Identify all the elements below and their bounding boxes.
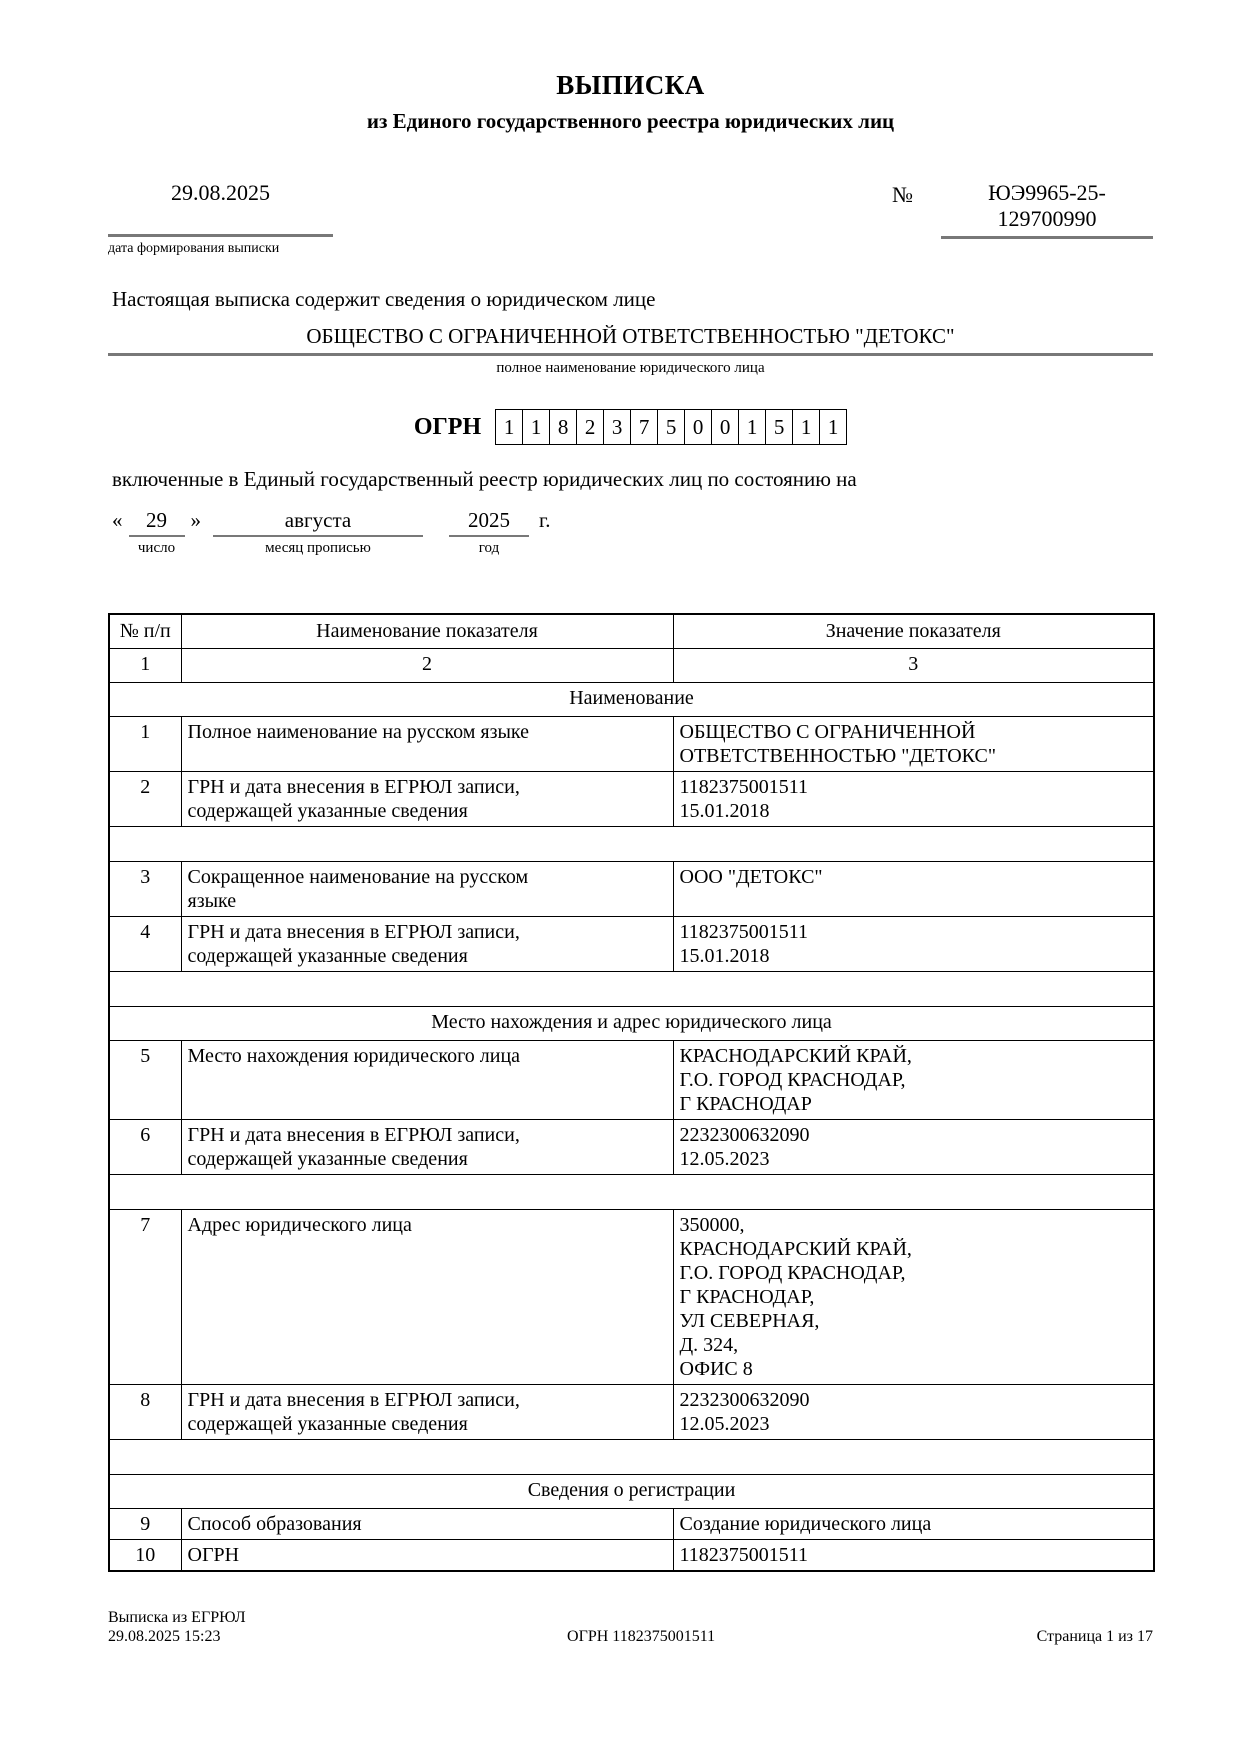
indicator-value-line: КРАСНОДАРСКИЙ КРАЙ,	[679, 1044, 912, 1067]
company-name-underline	[108, 324, 1153, 356]
table-row	[109, 1040, 1154, 1119]
as-of-month-block	[213, 508, 423, 557]
indicator-name-cell	[181, 861, 673, 916]
document-number	[941, 180, 1153, 239]
footer-ogrn: ОГРН 1182375001511	[567, 1627, 716, 1645]
table-row	[109, 1119, 1154, 1174]
indicator-value-line: Г.О. ГОРОД КРАСНОДАР,	[679, 1261, 906, 1284]
indicator-value-line: УЛ СЕВЕРНАЯ,	[679, 1309, 820, 1332]
indicator-name-cell	[181, 1040, 673, 1119]
indicator-name-cell	[181, 916, 673, 971]
table-row	[109, 1508, 1154, 1539]
section-header-row	[109, 1006, 1154, 1040]
indicator-value-line: Создание юридического лица	[679, 1512, 932, 1535]
indicator-value-line: ОФИС 8	[679, 1357, 753, 1380]
ogrn-digit-cell: 5	[657, 409, 685, 445]
indicator-name-cell	[181, 716, 673, 771]
document-title: ВЫПИСКА	[556, 70, 705, 100]
row-number: 7	[109, 1209, 181, 1384]
section-header-row	[109, 1474, 1154, 1508]
column-number: 1	[109, 648, 181, 682]
indicator-name-line: содержащей указанные сведения	[187, 944, 468, 967]
indicator-value-cell	[673, 1508, 1154, 1539]
ogrn-digit-cell: 3	[603, 409, 631, 445]
year-suffix: г.	[539, 508, 551, 532]
indicator-value-line: ООО "ДЕТОКС"	[679, 865, 823, 888]
table-row	[109, 716, 1154, 771]
indicator-value-line: 350000,	[679, 1213, 745, 1236]
ogrn-digit-cell: 0	[711, 409, 739, 445]
month-label: месяц прописью	[265, 540, 371, 556]
day-label: число	[137, 540, 176, 556]
indicator-value-cell	[673, 1384, 1154, 1439]
section-title: Наименование	[109, 682, 1154, 716]
row-number: 10	[109, 1539, 181, 1571]
numero-sign: №	[892, 182, 913, 207]
header-indicator-value: Значение показателя	[673, 614, 1154, 648]
indicator-name-cell	[181, 771, 673, 826]
ogrn-digit-cell: 7	[630, 409, 658, 445]
indicator-name-line: ГРН и дата внесения в ЕГРЮЛ записи,	[187, 920, 520, 943]
indicator-name-line: Способ образования	[187, 1512, 362, 1535]
indicator-value-line: 2232300632090	[679, 1123, 810, 1146]
indicator-name-cell	[181, 1384, 673, 1439]
ogrn-digit-cell: 0	[684, 409, 712, 445]
spacer-cell	[109, 971, 1154, 1006]
indicator-value-line: Г.О. ГОРОД КРАСНОДАР,	[679, 1068, 906, 1091]
spacer-cell	[109, 826, 1154, 861]
ogrn-digit-cell: 1	[522, 409, 550, 445]
column-number-row	[109, 648, 1154, 682]
spacer-row	[109, 826, 1154, 861]
indicator-value-line: Г КРАСНОДАР,	[679, 1285, 815, 1308]
header-num: № п/п	[109, 614, 181, 648]
indicator-value-line: ОБЩЕСТВО С ОГРАНИЧЕННОЙ	[679, 720, 976, 743]
section-title: Место нахождения и адрес юридического лица	[109, 1006, 1154, 1040]
indicator-value-cell	[673, 1209, 1154, 1384]
as-of-date-line	[108, 508, 1153, 557]
indicator-value-line: 1182375001511	[679, 920, 809, 943]
indicator-value-cell	[673, 1539, 1154, 1571]
indicator-value-line: ОТВЕТСТВЕННОСТЬЮ "ДЕТОКС"	[679, 744, 996, 767]
close-quote: »	[190, 508, 201, 532]
row-number: 9	[109, 1508, 181, 1539]
indicator-name-line: содержащей указанные сведения	[187, 799, 468, 822]
spacer-cell	[109, 1439, 1154, 1474]
indicator-name-line: Адрес юридического лица	[187, 1213, 412, 1236]
indicator-name-line: ГРН и дата внесения в ЕГРЮЛ записи,	[187, 1123, 520, 1146]
document-number-line2: 129700990	[997, 206, 1097, 231]
row-number: 8	[109, 1384, 181, 1439]
document-number-line1: ЮЭ9965-25-	[988, 180, 1106, 205]
table-row	[109, 1539, 1154, 1571]
table-row	[109, 1209, 1154, 1384]
indicator-value-cell	[673, 771, 1154, 826]
meta-row	[108, 180, 1153, 257]
indicator-name-line: ГРН и дата внесения в ЕГРЮЛ записи,	[187, 775, 520, 798]
document-subtitle: из Единого государственного реестра юридических лиц	[366, 109, 895, 133]
column-number: 2	[181, 648, 673, 682]
ogrn-digit-cell: 1	[819, 409, 847, 445]
indicator-value-cell	[673, 1040, 1154, 1119]
footer-timestamp: 29.08.2025 15:23	[108, 1627, 221, 1645]
included-text: включенные в Единый государственный реестр юридических лиц по состоянию на	[112, 467, 857, 491]
as-of-day: 29	[129, 508, 185, 537]
ogrn-digit-cell: 1	[792, 409, 820, 445]
indicator-name-line: содержащей указанные сведения	[187, 1147, 468, 1170]
document-number-block	[892, 180, 1153, 239]
indicator-name-line: Полное наименование на русском языке	[187, 720, 530, 743]
indicator-name-cell	[181, 1119, 673, 1174]
ogrn-digit-cell: 1	[738, 409, 766, 445]
ogrn-label: ОГРН	[413, 413, 482, 440]
table-row	[109, 916, 1154, 971]
indicator-value-cell	[673, 916, 1154, 971]
row-number: 3	[109, 861, 181, 916]
row-number: 2	[109, 771, 181, 826]
row-number: 4	[109, 916, 181, 971]
spacer-row	[109, 1439, 1154, 1474]
indicator-value-line: Д. 324,	[679, 1333, 739, 1356]
spacer-row	[109, 1174, 1154, 1209]
formation-date-block	[108, 180, 333, 257]
table-row	[109, 771, 1154, 826]
row-number: 6	[109, 1119, 181, 1174]
page-footer	[108, 1608, 1153, 1646]
indicator-value-line: Г КРАСНОДАР	[679, 1092, 812, 1115]
formation-date: 29.08.2025	[108, 180, 333, 237]
as-of-month: августа	[213, 508, 423, 537]
spacer-row	[109, 971, 1154, 1006]
footer-left	[108, 1608, 246, 1646]
header-indicator-name: Наименование показателя	[181, 614, 673, 648]
register-table	[108, 613, 1155, 1572]
as-of-day-block	[129, 508, 185, 557]
ogrn-digit-cell: 1	[495, 409, 523, 445]
section-title: Сведения о регистрации	[109, 1474, 1154, 1508]
indicator-value-line: 1182375001511	[679, 775, 809, 798]
row-number: 1	[109, 716, 181, 771]
year-label: год	[478, 540, 500, 556]
footer-doc-type: Выписка из ЕГРЮЛ	[108, 1608, 246, 1626]
indicator-value-line: КРАСНОДАРСКИЙ КРАЙ,	[679, 1237, 912, 1260]
indicator-name-line: содержащей указанные сведения	[187, 1412, 468, 1435]
footer-page-number: Страница 1 из 17	[1036, 1627, 1153, 1645]
as-of-year-block	[449, 508, 529, 557]
ogrn-digit-cell: 2	[576, 409, 604, 445]
as-of-year: 2025	[449, 508, 529, 537]
column-number: 3	[673, 648, 1154, 682]
indicator-value-line: 12.05.2023	[679, 1147, 770, 1170]
indicator-value-line: 2232300632090	[679, 1388, 810, 1411]
indicator-value-cell	[673, 1119, 1154, 1174]
intro-text: Настоящая выписка содержит сведения о юридическом лице	[112, 287, 656, 311]
table-header-row	[109, 614, 1154, 648]
indicator-name-cell	[181, 1209, 673, 1384]
indicator-value-line: 1182375001511	[679, 1543, 809, 1566]
row-number: 5	[109, 1040, 181, 1119]
indicator-value-line: 12.05.2023	[679, 1412, 770, 1435]
indicator-value-cell	[673, 716, 1154, 771]
company-name: ОБЩЕСТВО С ОГРАНИЧЕННОЙ ОТВЕТСТВЕННОСТЬЮ "ДЕТОКС"	[306, 324, 955, 348]
open-quote: «	[112, 508, 123, 532]
table-row	[109, 861, 1154, 916]
indicator-name-line: ОГРН	[187, 1543, 240, 1566]
indicator-value-cell	[673, 861, 1154, 916]
ogrn-digit-boxes	[495, 409, 847, 445]
indicator-name-line: Сокращенное наименование на русском	[187, 865, 529, 888]
ogrn-digit-cell: 5	[765, 409, 793, 445]
indicator-name-line: Место нахождения юридического лица	[187, 1044, 521, 1067]
company-name-label: полное наименование юридического лица	[496, 360, 765, 376]
section-header-row	[109, 682, 1154, 716]
table-row	[109, 1384, 1154, 1439]
ogrn-row	[108, 409, 1153, 445]
register-table-body	[109, 682, 1154, 1571]
spacer-cell	[109, 1174, 1154, 1209]
formation-date-label: дата формирования выписки	[108, 241, 280, 256]
indicator-name-cell	[181, 1539, 673, 1571]
ogrn-digit-cell: 8	[549, 409, 577, 445]
indicator-name-cell	[181, 1508, 673, 1539]
indicator-name-line: языке	[187, 889, 237, 912]
indicator-name-line: ГРН и дата внесения в ЕГРЮЛ записи,	[187, 1388, 520, 1411]
indicator-value-line: 15.01.2018	[679, 799, 770, 822]
indicator-value-line: 15.01.2018	[679, 944, 770, 967]
